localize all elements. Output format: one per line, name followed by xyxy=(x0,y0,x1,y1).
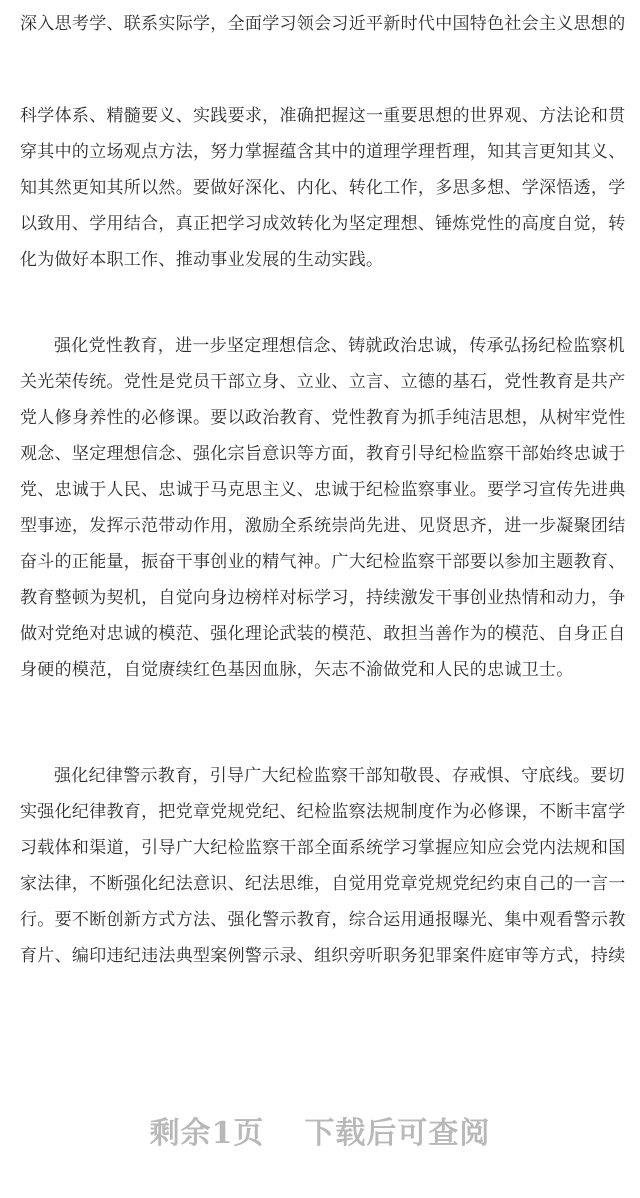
document-line: 身硬的模范，自觉赓续红色基因血脉，矢志不渝做党和人民的忠诚卫士。 xyxy=(20,660,574,680)
document-line: 型事迹，发挥示范带动作用，激励全系统崇尚先进、见贤思齐，进一步凝聚团结 xyxy=(20,516,626,536)
paragraph-3 xyxy=(20,758,626,974)
document-line: 做对党绝对忠诚的模范、强化理论武装的模范、敢担当善作为的模范、自身正自 xyxy=(20,624,626,644)
document-line: 观念、坚定理想信念、强化宗旨意识等方面，教育引导纪检监察干部始终忠诚于 xyxy=(20,444,626,464)
document-line: 行。要不断创新方式方法、强化警示教育，综合运用通报曝光、集中观看警示教 xyxy=(20,910,626,930)
document-line: 实强化纪律教育，把党章党规党纪、纪检监察法规制度作为必修课，不断丰富学 xyxy=(20,802,626,822)
document-line: 强化党性教育，进一步坚定理想信念、铸就政治忠诚，传承弘扬纪检监察机 xyxy=(54,336,625,356)
document-line: 党人修身养性的必修课。要以政治教育、党性教育为抓手纯洁思想，从树牢党性 xyxy=(20,408,626,428)
document-line: 育片、编印违纪违法典型案例警示录、组织旁听职务犯罪案件庭审等方式，持续 xyxy=(20,946,626,966)
document-line: 习载体和渠道，引导广大纪检监察干部全面系统学习掌握应知应会党内法规和国 xyxy=(20,838,626,858)
download-prompt-banner[interactable] xyxy=(0,1108,640,1152)
document-line: 知其然更知其所以然。要做好深化、内化、转化工作，多思多想、学深悟透，学 xyxy=(20,178,626,198)
document-line: 家法律，不断强化纪法意识、纪法思维，自觉用党章党规党纪约束自己的一言一 xyxy=(20,874,626,894)
document-line: 化为做好本职工作、推动事业发展的生动实践。 xyxy=(20,250,384,270)
document-line: 党、忠诚于人民、忠诚于马克思主义、忠诚于纪检监察事业。要学习宣传先进典 xyxy=(20,480,626,500)
document-line: 奋斗的正能量，振奋干事创业的精气神。广大纪检监察干部要以参加主题教育、 xyxy=(20,552,626,572)
document-line: 科学体系、精髓要义、实践要求，准确把握这一重要思想的世界观、方法论和贯 xyxy=(20,106,626,126)
document-line: 穿其中的立场观点方法，努力掌握蕴含其中的道理学理哲理，知其言更知其义、 xyxy=(20,142,626,162)
remaining-pages-label: 剩余1页 xyxy=(149,1116,265,1151)
document-line: 以致用、学用结合，真正把学习成效转化为坚定理想、锤炼党性的高度自觉，转 xyxy=(20,214,626,234)
paragraph-2 xyxy=(20,328,626,688)
document-line: 关光荣传统。党性是党员干部立身、立业、立言、立德的基石，党性教育是共产 xyxy=(20,372,626,392)
download-hint-label: 下载后可查阅 xyxy=(304,1116,491,1151)
paragraph-1 xyxy=(20,98,626,278)
document-line: 教育整顿为契机，自觉向身边榜样对标学习，持续激发干事创业热情和动力，争 xyxy=(20,588,626,608)
document-line: 深入思考学、联系实际学，全面学习领会习近平新时代中国特色社会主义思想的 xyxy=(20,14,626,34)
document-line: 强化纪律警示教育，引导广大纪检监察干部知敬畏、存戒惧、守底线。要切 xyxy=(54,766,625,786)
